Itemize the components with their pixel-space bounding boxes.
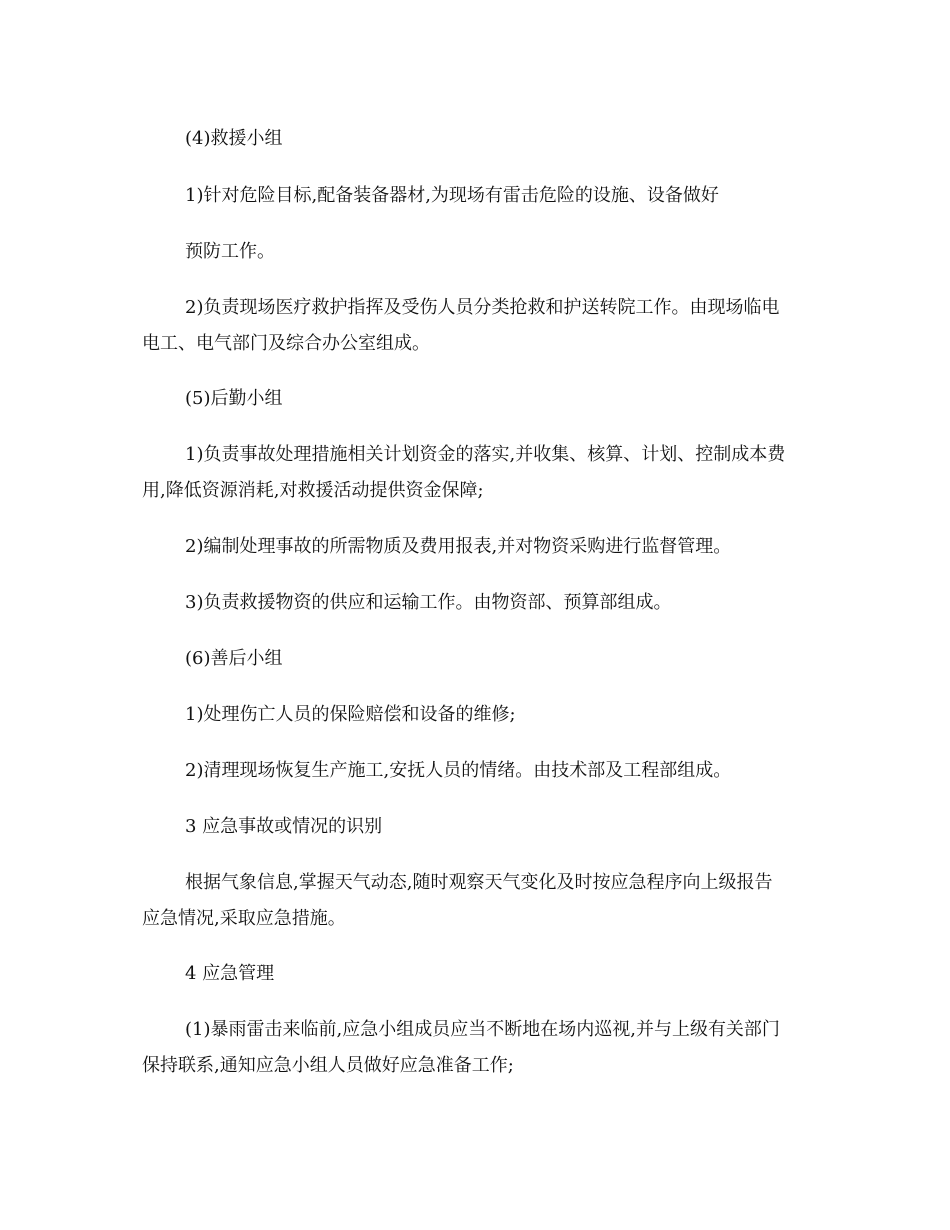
paragraph-line: 3)负责救援物资的供应和运输工作。由物资部、预算部组成。 bbox=[185, 592, 672, 613]
paragraph-line: 应急情况,采取应急措施。 bbox=[142, 908, 346, 929]
paragraph-line: (1)暴雨雷击来临前,应急小组成员应当不断地在场内巡视,并与上级有关部门 bbox=[185, 1019, 780, 1040]
paragraph-line: 预防工作。 bbox=[185, 241, 275, 262]
paragraph-line: 2)清理现场恢复生产施工,安抚人员的情绪。由技术部及工程部组成。 bbox=[185, 760, 732, 781]
section-heading-management: 4 应急管理 bbox=[185, 963, 275, 984]
paragraph-line: 2)编制处理事故的所需物质及费用报表,并对物资采购进行监督管理。 bbox=[185, 536, 732, 557]
section-heading-identification: 3 应急事故或情况的识别 bbox=[185, 816, 383, 837]
paragraph-line: 保持联系,通知应急小组人员做好应急准备工作; bbox=[142, 1055, 514, 1076]
paragraph-line: 2)负责现场医疗救护指挥及受伤人员分类抢救和护送转院工作。由现场临电 bbox=[185, 297, 780, 318]
paragraph-line: 1)针对危险目标,配备装备器材,为现场有雷击危险的设施、设备做好 bbox=[185, 185, 719, 206]
paragraph-line: 1)处理伤亡人员的保险赔偿和设备的维修; bbox=[185, 704, 516, 725]
paragraph-line: 1)负责事故处理措施相关计划资金的落实,并收集、核算、计划、控制成本费 bbox=[185, 444, 786, 465]
heading-aftermath-group: (6)善后小组 bbox=[185, 648, 283, 669]
heading-logistics-group: (5)后勤小组 bbox=[185, 388, 283, 409]
paragraph-line: 根据气象信息,掌握天气动态,随时观察天气变化及时按应急程序向上级报告 bbox=[185, 872, 773, 893]
heading-rescue-group: (4)救援小组 bbox=[185, 128, 283, 149]
paragraph-line: 用,降低资源消耗,对救援活动提供资金保障; bbox=[142, 480, 484, 501]
paragraph-line: 电工、电气部门及综合办公室组成。 bbox=[142, 333, 430, 354]
